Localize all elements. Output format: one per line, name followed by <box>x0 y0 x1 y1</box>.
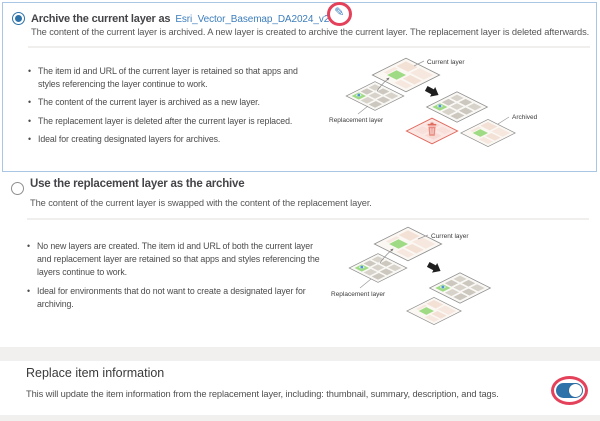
radio-option-swap[interactable] <box>11 182 24 195</box>
bullet-item: • Ideal for creating designated layers for archives. <box>27 133 305 146</box>
edit-layer-name-wrap <box>333 5 347 22</box>
bullet-item: • The content of the current layer is archived as a new layer. <box>27 96 305 109</box>
swap-option-diagram <box>330 222 596 332</box>
option-archive-title: Archive the current layer as <box>31 13 171 25</box>
replace-info-toggle-wrap <box>551 375 588 406</box>
bullet-item: • The item id and URL of the current layer is retained so that apps and styles referencing the layer continue to work. <box>27 65 305 91</box>
option-swap-title: Use the replacement layer as the archive <box>30 178 245 190</box>
archive-option-diagram <box>328 55 594 168</box>
bottom-edge <box>0 415 600 421</box>
diagram-label-current: Current layer <box>431 233 469 240</box>
bullet-item: • The replacement layer is deleted after the current layer is replaced. <box>27 115 305 128</box>
option-archive-bullets <box>27 65 305 151</box>
diagram-label-replacement: Replacement layer <box>331 291 386 298</box>
radio-option-archive[interactable] <box>12 12 25 25</box>
bullet-item: • No new layers are created. The item id and URL of both the current layer and replacement layer are retained so that apps and styles referencing the layers continue to work. <box>26 240 326 280</box>
bullet-item: • Ideal for environments that do not want to create a designated layer for archiving. <box>26 285 326 311</box>
diagram-label-replacement: Replacement layer <box>329 117 384 124</box>
section-separator <box>0 347 600 361</box>
option-swap-description: The content of the current layer is swapped with the content of the replacement layer. <box>30 198 372 208</box>
divider <box>28 46 590 48</box>
option-archive-title-row <box>31 5 347 25</box>
replace-info-description: This will update the item information from the replacement layer, including: thumbnail, summary, description, and tags. <box>26 389 499 399</box>
diagram-label-current: Current layer <box>427 59 465 66</box>
replace-info-title: Replace item information <box>26 366 165 380</box>
diagram-label-archived: Archived <box>512 114 538 121</box>
option-swap-bullets <box>26 240 326 316</box>
edit-pencil-icon[interactable]: ✎ <box>334 5 345 19</box>
divider <box>27 218 589 220</box>
option-archive-description: The content of the current layer is archived. A new layer is created to archive the current layer. The replacement layer is deleted afterwards. <box>31 27 590 37</box>
replace-info-toggle[interactable] <box>556 383 583 398</box>
layer-name-link[interactable]: Esri_Vector_Basemap_DA2024_v2 <box>175 14 330 25</box>
